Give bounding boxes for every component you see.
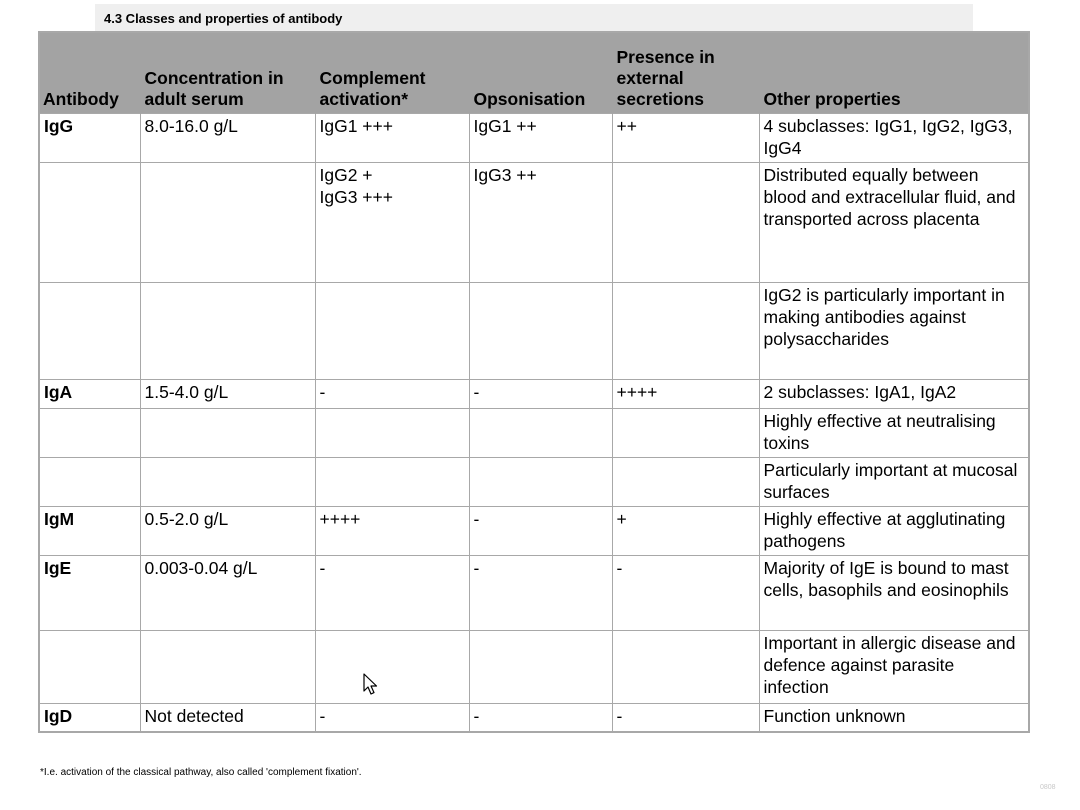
concentration-cell (140, 409, 315, 458)
table-row (39, 163, 1029, 283)
opsonisation-cell (469, 409, 612, 458)
antibody-name: IgG (39, 114, 140, 163)
antibody-properties-table (38, 31, 1030, 733)
complement-cell: - (315, 380, 469, 409)
opsonisation-cell: - (469, 380, 612, 409)
concentration-cell: 0.003-0.04 g/L (140, 556, 315, 631)
opsonisation-cell: - (469, 556, 612, 631)
secretions-cell (612, 458, 759, 507)
complement-cell: ++++ (315, 507, 469, 556)
secretions-cell: + (612, 507, 759, 556)
header-concentration: Concentration in adult serum (140, 32, 315, 114)
opsonisation-cell: IgG1 ++ (469, 114, 612, 163)
table-row (39, 114, 1029, 163)
table-header-row (39, 32, 1029, 114)
secretions-cell (612, 163, 759, 283)
concentration-cell: Not detected (140, 704, 315, 732)
concentration-cell (140, 458, 315, 507)
properties-cell: IgG2 is particularly important in making antibodies against polysaccharides (759, 283, 1029, 380)
complement-cell: IgG2 + IgG3 +++ (315, 163, 469, 283)
opsonisation-cell (469, 631, 612, 704)
concentration-cell (140, 631, 315, 704)
concentration-cell (140, 163, 315, 283)
antibody-name (39, 163, 140, 283)
table-row (39, 556, 1029, 631)
antibody-name (39, 409, 140, 458)
table-row (39, 507, 1029, 556)
complement-cell (315, 409, 469, 458)
header-other-properties: Other properties (759, 32, 1029, 114)
opsonisation-cell: - (469, 704, 612, 732)
header-external-secretions: Presence in external secretions (612, 32, 759, 114)
secretions-cell: - (612, 704, 759, 732)
antibody-name: IgM (39, 507, 140, 556)
properties-cell: Majority of IgE is bound to mast cells, basophils and eosinophils (759, 556, 1029, 631)
opsonisation-cell: - (469, 507, 612, 556)
table-row (39, 704, 1029, 732)
properties-cell: Important in allergic disease and defence against parasite infection (759, 631, 1029, 704)
antibody-name (39, 458, 140, 507)
secretions-cell (612, 409, 759, 458)
mouse-pointer-icon (363, 673, 379, 697)
concentration-cell: 1.5-4.0 g/L (140, 380, 315, 409)
properties-cell: 2 subclasses: IgA1, IgA2 (759, 380, 1029, 409)
opsonisation-cell: IgG3 ++ (469, 163, 612, 283)
complement-cell: - (315, 704, 469, 732)
antibody-name: IgA (39, 380, 140, 409)
properties-cell: 4 subclasses: IgG1, IgG2, IgG3, IgG4 (759, 114, 1029, 163)
complement-cell (315, 283, 469, 380)
corner-watermark: 0808 (1040, 784, 1056, 791)
concentration-cell: 0.5-2.0 g/L (140, 507, 315, 556)
opsonisation-cell (469, 283, 612, 380)
secretions-cell: - (612, 556, 759, 631)
table-row (39, 458, 1029, 507)
table-footnote: *I.e. activation of the classical pathway, also called 'complement fixation'. (40, 767, 362, 778)
secretions-cell: ++++ (612, 380, 759, 409)
table-row (39, 380, 1029, 409)
concentration-cell: 8.0-16.0 g/L (140, 114, 315, 163)
complement-cell: IgG1 +++ (315, 114, 469, 163)
antibody-name: IgE (39, 556, 140, 631)
header-antibody: Antibody (39, 32, 140, 114)
table-row (39, 283, 1029, 380)
complement-cell (315, 458, 469, 507)
table-row (39, 409, 1029, 458)
antibody-name (39, 631, 140, 704)
antibody-name (39, 283, 140, 380)
table-row (39, 631, 1029, 704)
concentration-cell (140, 283, 315, 380)
secretions-cell: ++ (612, 114, 759, 163)
header-opsonisation: Opsonisation (469, 32, 612, 114)
properties-cell: Highly effective at agglutinating pathogens (759, 507, 1029, 556)
opsonisation-cell (469, 458, 612, 507)
properties-cell: Particularly important at mucosal surfaces (759, 458, 1029, 507)
complement-cell (315, 631, 469, 704)
section-title: 4.3 Classes and properties of antibody (95, 4, 973, 32)
secretions-cell (612, 631, 759, 704)
properties-cell: Highly effective at neutralising toxins (759, 409, 1029, 458)
complement-cell: - (315, 556, 469, 631)
antibody-name: IgD (39, 704, 140, 732)
properties-cell: Function unknown (759, 704, 1029, 732)
header-complement-activation: Complement activation* (315, 32, 469, 114)
properties-cell: Distributed equally between blood and extracellular fluid, and transported across placenta (759, 163, 1029, 283)
secretions-cell (612, 283, 759, 380)
